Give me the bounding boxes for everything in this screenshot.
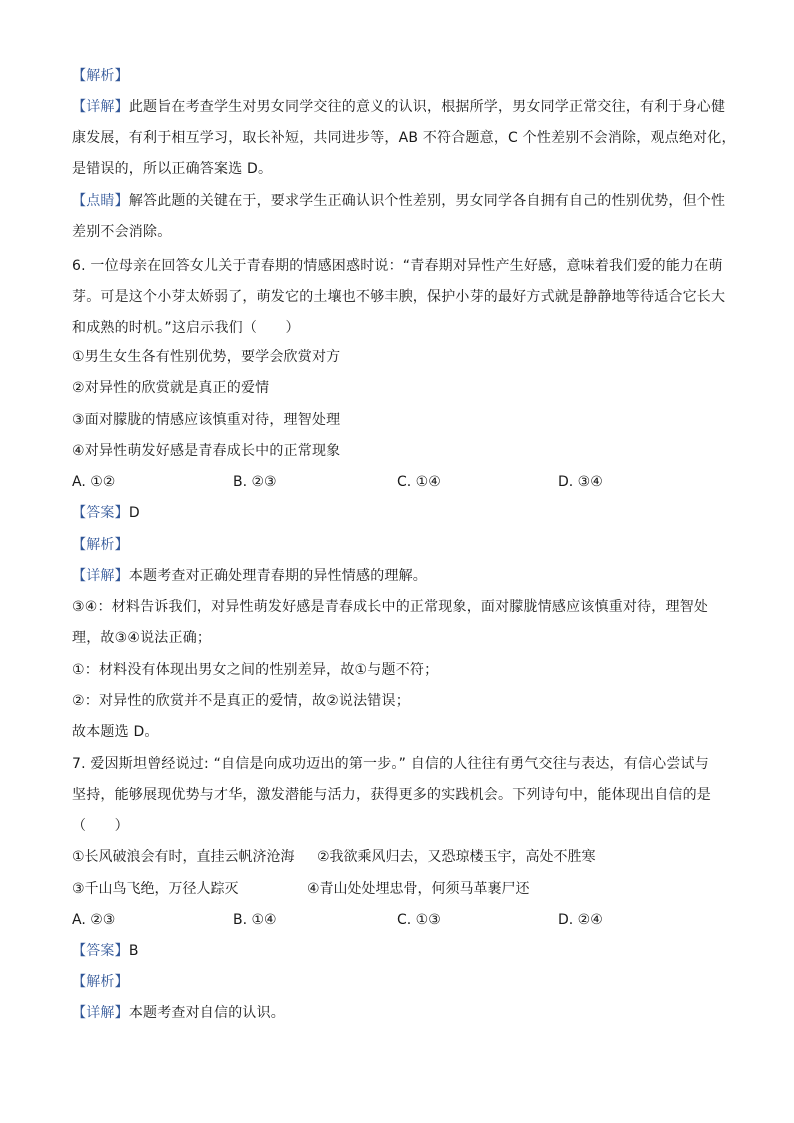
question-7-item: ①长风破浪会有时，直挂云帆济沧海 (72, 849, 295, 865)
analysis-label: 【解析】 (72, 974, 129, 990)
option-a: A. ①② (72, 474, 116, 490)
question-7-stem: 7. 爱因斯坦曾经说过: “自信是向成功迈出的第一步。” 自信的人往往有勇气交往与表达，有信心尝试与 (72, 756, 709, 772)
detail-text: 此题旨在考查学生对男女同学交往的意义的认识，根据所学，男女同学正常交往，有利于身心健 (128, 99, 726, 115)
comment-text: 解答此题的关键在于，要求学生正确认识个性差别，男女同学各自拥有自己的性别优势，但个性 (128, 193, 726, 209)
question-7-item: ④青山处处埋忠骨，何须马革裹尸还 (307, 881, 530, 897)
detail-text: 本题考查对自信的认识。 (128, 1005, 286, 1021)
detail-label: 【详解】 (72, 568, 129, 584)
analysis-label: 【解析】 (72, 68, 129, 84)
comment-label: 【点睛】 (72, 193, 129, 209)
question-7-stem: （ ） (72, 818, 129, 834)
answer-label: 【答案】 (72, 943, 129, 959)
question-6-item: ④对异性萌发好感是青春成长中的正常现象 (72, 443, 341, 459)
question-6-stem: 和成熟的时机。”这启示我们（ ） (72, 320, 300, 336)
option-c: C. ①④ (397, 474, 441, 490)
question-6-stem: 6. 一位母亲在回答女儿关于青春期的情感困惑时说：“青春期对异性产生好感，意味着我们爱的能力在萌 (72, 258, 723, 274)
analysis-heading (72, 535, 129, 555)
question-6-item: ③面对朦胧的情感应该慎重对待，理智处理 (72, 412, 341, 428)
detail-label: 【详解】 (72, 1005, 129, 1021)
analysis-heading (72, 972, 129, 992)
explanation-line: 理，故③④说法正确； (72, 630, 212, 646)
question-6-item: ②对异性的欣赏就是真正的爱情 (72, 380, 270, 396)
answer-line (72, 941, 139, 961)
conclusion-line: 故本题选 D。 (72, 724, 159, 740)
detail-paragraph-line: 是错误的，所以正确答案选 D。 (72, 161, 273, 177)
question-6-stem: 芽。可是这个小芽太娇弱了，萌发它的土壤也不够丰腴，保护小芽的最好方式就是静静地等待适合它长大 (72, 289, 726, 305)
explanation-line: ②：对异性的欣赏并不是真正的爱情，故②说法错误； (72, 693, 410, 709)
detail-paragraph-line (72, 97, 725, 117)
option-b: B. ②③ (233, 474, 277, 490)
question-7-item: ③千山鸟飞绝，万径人踪灭 (72, 881, 239, 897)
answer-label: 【答案】 (72, 505, 129, 521)
question-6-item: ①男生女生各有性别优势，要学会欣赏对方 (72, 349, 341, 365)
explanation-line: ③④：材料告诉我们，对异性萌发好感是青春成长中的正常现象，面对朦胧情感应该慎重对待，理智处 (72, 599, 709, 615)
option-c: C. ①③ (397, 912, 441, 928)
question-7-item: ②我欲乘风归去，又恐琼楼玉宇，高处不胜寒 (317, 849, 596, 865)
option-d: D. ③④ (558, 474, 603, 490)
analysis-heading (72, 66, 129, 86)
option-b: B. ①④ (233, 912, 277, 928)
detail-text: 本题考查对正确处理青春期的异性情感的理解。 (128, 568, 428, 584)
option-d: D. ②④ (558, 912, 603, 928)
answer-value: B (128, 943, 139, 959)
analysis-label: 【解析】 (72, 537, 129, 553)
detail-paragraph-line: 康发展，有利于相互学习，取长补短，共同进步等，AB 不符合题意，C 个性差别不会消除，观点绝对化， (72, 130, 736, 146)
answer-value: D (128, 505, 140, 521)
detail-paragraph-line (72, 1003, 285, 1023)
detail-paragraph-line (72, 566, 427, 586)
explanation-line: ①：材料没有体现出男女之间的性别差异，故①与题不符； (72, 662, 439, 678)
answer-line (72, 503, 140, 523)
detail-label: 【详解】 (72, 99, 129, 115)
option-a: A. ②③ (72, 912, 116, 928)
comment-paragraph-line (72, 191, 725, 211)
comment-paragraph-line: 差别不会消除。 (72, 224, 172, 240)
question-7-stem: 坚持，能够展现优势与才华，激发潜能与活力，获得更多的实践机会。下列诗句中，能体现出自信的是 (72, 787, 711, 803)
